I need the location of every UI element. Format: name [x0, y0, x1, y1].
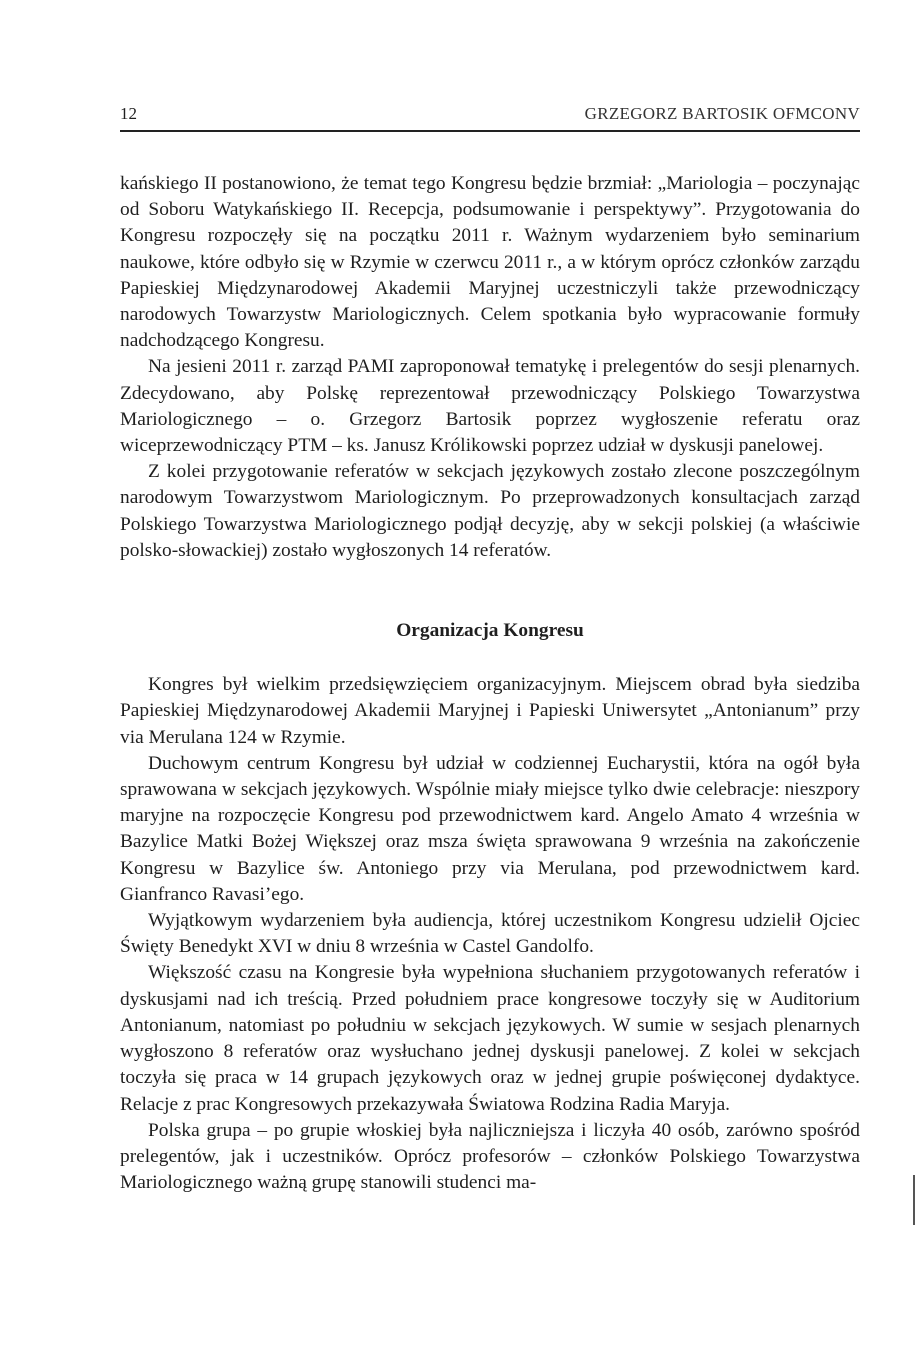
page-header [120, 103, 860, 129]
paragraph: Na jesieni 2011 r. zarząd PAMI zaproponował tematykę i prelegentów do sesji plenarnych. Zdecydowano, aby Polskę reprezentował przewodniczący Polskiego Towarzystwa Mariologicznego – o. Grzegorz Bartosik poprzez wygłoszenie referatu oraz wiceprzewodniczący PTM – ks. Janusz Królikowski poprzez udział w dyskusji panelowej. [120, 356, 860, 457]
paragraph: kańskiego II postanowiono, że temat tego Kongresu będzie brzmiał: „Mariologia – poczynając od Soboru Watykańskiego II. Recepcja, podsumowanie i perspektywy”. Przygotowania do Kongresu rozpoczęły się na początku 2011 r. Ważnym wydarzeniem było seminarium naukowe, które odbyło się w Rzymie w czerwcu 2011 r., a w którym oprócz członków zarządu Papieskiej Międzynarodowej Akademii Maryjnej uczestniczyli także przewodniczący narodowych Towarzystw Mariologicznych. Celem spotkania było wypracowanie formuły nadchodzącego Kongresu. [120, 173, 860, 352]
paragraph: Większość czasu na Kongresie była wypełniona słuchaniem przygotowanych referatów i dyskusjami nad ich treścią. Przed południem prace kongresowe toczyły się w Auditorium Antonianum, natomiast po południu w sekcjach językowych. W sumie w sesjach plenarnych wygłoszono 8 referatów oraz wysłuchano jednej dyskusji panelowej. Z kolei w sekcjach toczyła się praca w 14 grupach językowych oraz w jednej grupie poświęconej dydaktyce. Relacje z prac Kongresowych przekazywała Światowa Rodzina Radia Maryja. [120, 962, 860, 1115]
header-rule [120, 130, 860, 132]
paragraph: Polska grupa – po grupie włoskiej była najliczniejsza i liczyła 40 osób, zarówno spośród prelegentów, jak i uczestników. Oprócz profesorów – członków Polskiego Towarzystwa Mariologicznego ważną grupę stanowili studenci ma- [120, 1119, 860, 1194]
paragraph: Z kolei przygotowanie referatów w sekcjach językowych zostało zlecone poszczególnym narodowym Towarzystwom Mariologicznym. Po przeprowadzonych konsultacjach zarząd Polskiego Towarzystwa Mariologicznego podjął decyzję, aby w sekcji polskiej (a właściwie polsko-słowackiej) zostało wygłoszonych 14 referatów. [120, 461, 860, 561]
paragraph: Duchowym centrum Kongresu był udział w codziennej Eucharystii, która na ogół była sprawowana w sekcjach językowych. Wspólnie miały miejsce tylko dwie celebracje: nieszpory maryjne na rozpoczęcie Kongresu pod przewodnictwem kard. Angelo Amato 4 września w Bazylice Matki Bożej Większej oraz msza święta sprawowana 9 września na zakończenie Kongresu w Bazylice św. Antoniego przy via Merulana, pod przewodnictwem kard. Gianfranco Ravasi’ego. [120, 752, 860, 905]
section-heading: Organizacja Kongresu [396, 620, 584, 642]
paragraph: Kongres był wielkim przedsięwzięciem organizacyjnym. Miejscem obrad była siedziba Papieskiej Międzynarodowej Akademii Maryjnej i Papieski Uniwersytet „Antonianum” przy via Merulana 124 w Rzymie. [120, 674, 860, 748]
running-head: GRZEGORZ BARTOSIK OFMCONV [584, 104, 860, 123]
body-text [120, 171, 860, 1196]
paragraph: Wyjątkowym wydarzeniem była audiencja, której uczestnikom Kongresu udzielił Ojciec Święty Benedykt XVI w dniu 8 września w Castel Gandolfo. [120, 910, 860, 958]
page-number: 12 [120, 104, 137, 123]
